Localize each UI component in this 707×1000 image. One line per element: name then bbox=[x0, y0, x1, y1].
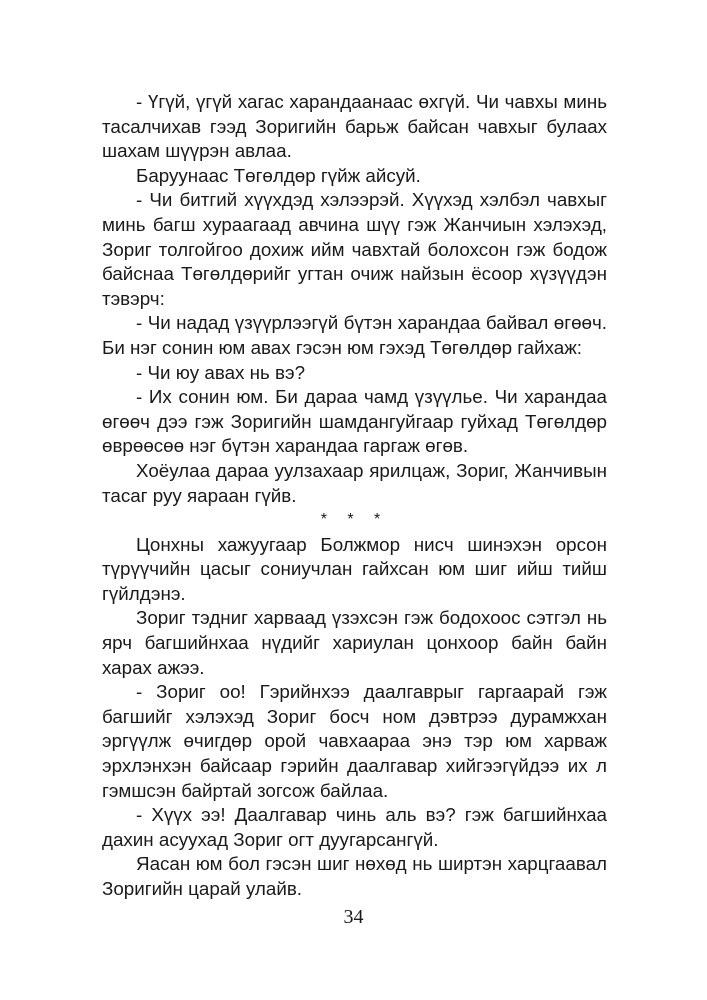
section-separator: * * * bbox=[320, 511, 389, 529]
paragraph: - Зориг оо! Гэрийнхээ даалгаврыг гаргаарай гэж багшийг хэлэхэд Зориг босч ном дэвтрээ дурамжхан эргүүлж өчигдөр орой чавхаараа энэ тэр юм харваж эрхлэнхэн байсаар гэрийн даалгавар хийгээгүйдээ их л гэмшсэн байртай зогсож байлаа. bbox=[102, 681, 607, 801]
paragraph: - Чи надад үзүүрлээгүй бүтэн харандаа байвал өгөөч. Би нэг сонин юм авах гэсэн юм гэхэд Төгөлдөр гайхаж: bbox=[102, 312, 607, 358]
paragraph: - Хүүх ээ! Даалгавар чинь аль вэ? гэж багшийнхаа дахин асуухад Зориг огт дуугарсангүй. bbox=[102, 804, 607, 850]
paragraph: Цонхны хажуугаар Болжмор нисч шинэхэн орсон түрүүчийн цасыг сониучлан гайхсан юм шиг ийш тийш гүйлдэнэ. bbox=[102, 533, 607, 604]
paragraph: Хоёулаа дараа уулзахаар ярилцаж, Зориг, Жанчивын тасаг руу яараан гүйв. bbox=[102, 459, 607, 506]
page-number: 34 bbox=[343, 906, 364, 928]
paragraph: - Чи юу авах нь вэ? bbox=[136, 361, 306, 383]
paragraph: - Үгүй, үгүй хагас харандаанаас өхгүй. Чи чавхы минь тасалчихав гээд Зоригийн барьж байсан чавхыг булаах шахам шүүрэн авлаа. bbox=[102, 91, 607, 162]
paragraph: - Чи битгий хүүхдэд хэлээрэй. Хүүхэд хэлбэл чавхыг минь багш хураагаад авчина шүү гэж Жанчиын хэлэхэд, Зориг толгойгоо дохиж ийм чавхтай болохсон гэж бодож байснаа Төгөлдөрийг угтан очиж найзын ёсоор хүзүүдэн тэвэрч: bbox=[102, 189, 607, 309]
paragraph: Баруунаас Төгөлдөр гүйж айсуй. bbox=[136, 164, 421, 186]
paragraph: Яасан юм бол гэсэн шиг нөхөд нь ширтэн харцгаавал Зоригийн царай улайв. bbox=[102, 853, 607, 899]
paragraph: Зориг тэдниг харвaад үзэхсэн гэж бодохоос сэтгэл нь ярч багшийнхаа нүдийг хариулан цонхоор байн байн харах ажээ. bbox=[102, 607, 607, 678]
body-text bbox=[102, 90, 607, 902]
paragraph: - Их сонин юм. Би дараа чамд үзүүлье. Чи харандаа өгөөч дээ гэж Зоригийн шамдангуйгаар гуйхад Төгөлдөр өврөөсөө нэг бүтэн харандаа гаргаж өгөв. bbox=[102, 386, 607, 457]
